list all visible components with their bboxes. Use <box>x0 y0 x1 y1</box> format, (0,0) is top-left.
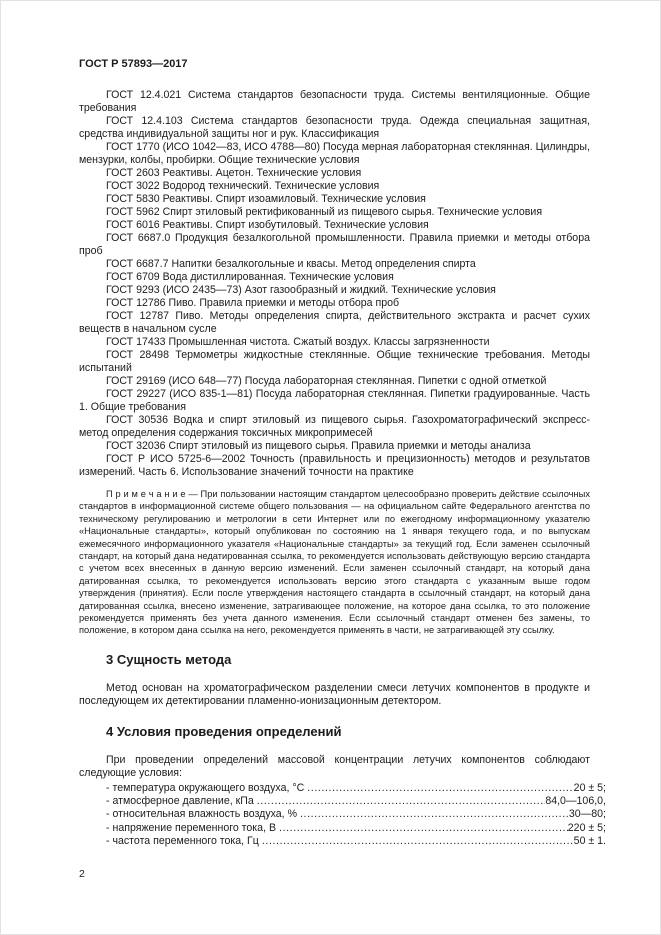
leader-dots <box>300 808 569 821</box>
note-paragraph <box>79 488 590 637</box>
reference-item: ГОСТ 32036 Спирт этиловый из пищевого сырья. Правила приемки и методы анализа <box>106 440 531 452</box>
section-4-intro: При проведении определений массовой концентрации летучих компонентов соблюдают следующие условия: <box>79 753 590 780</box>
condition-label: - атмосферное давление, кПа <box>106 794 254 807</box>
condition-row <box>79 835 606 848</box>
reference-item: ГОСТ 6709 Вода дистиллированная. Технические условия <box>106 271 394 283</box>
reference-item: ГОСТ 29169 (ИСО 648—77) Посуда лабораторная стеклянная. Пипетки с одной отметкой <box>106 375 547 387</box>
condition-value: 30—80; <box>568 808 606 821</box>
reference-item: ГОСТ 1770 (ИСО 1042—83, ИСО 4788—80) Посуда мерная лабораторная стеклянная. Цилиндры, мензурки, колбы, пробирки. Общие технические условия <box>79 141 590 166</box>
condition-value: 20 ± 5; <box>573 781 606 794</box>
reference-item: ГОСТ 6687.7 Напитки безалкогольные и квасы. Метод определения спирта <box>106 258 476 270</box>
reference-item: ГОСТ 5830 Реактивы. Спирт изоамиловый. Технические условия <box>106 193 426 205</box>
reference-item: ГОСТ 9293 (ИСО 2435—73) Азот газообразный и жидкий. Технические условия <box>106 284 496 296</box>
document-header: ГОСТ Р 57893—2017 <box>79 58 188 70</box>
section-3-paragraph: Метод основан на хроматографическом разделении смеси летучих компонентов в продукте и последующем их детектировании пламенно-ионизационным детектором. <box>79 681 590 708</box>
section-4-title: 4 Условия проведения определений <box>106 723 342 739</box>
reference-item: ГОСТ 29227 (ИСО 835-1—81) Посуда лабораторная стеклянная. Пипетки градуированные. Часть 1. Общие требования <box>79 388 590 413</box>
reference-item: ГОСТ 12786 Пиво. Правила приемки и методы отбора проб <box>106 297 400 309</box>
leader-dots <box>257 795 546 808</box>
note-text: При пользовании настоящим стандартом целесообразно проверить действие ссылочных стандартов в информационной системе общего пользования — на официальном сайте Федерального агентства по техническому регулированию и метрологии в сети Интернет или по ежегодному информационному указателю «Национальные стандарты», который опубликован по состоянию на 1 января текущего года, и по выпускам ежемесячного информационного указателя «Национальные стандарты» за текущий год. Если заменен ссылочный стандарт, на который дана недатированная ссылка, то рекомендуется использовать действующую версию стандарта с учетом всех внесенных в данную версию изменений. Если заменен ссылочный стандарт, на который дана датированная ссылка, то рекомендуется использовать версию этого стандарта с указанным выше годом утверждения (принятия). Если после утверждения настоящего стандарта в ссылочный стандарт, на который дана датированная ссылка, внесено изменение, затрагивающее положение, на которое дана ссылка, то это положение рекомендуется применять без учета данного изменения. Если ссылочный стандарт отменен без замены, то положение, в котором дана ссылка на него, рекомендуется применять в части, не затрагивающей эту ссылку. <box>79 489 590 636</box>
section-3-title: 3 Сущность метода <box>106 651 232 667</box>
reference-item: ГОСТ Р ИСО 5725-6—2002 Точность (правильность и прецизионность) методов и результатов измерений. Часть 6. Использование значений точности на практике <box>79 453 590 478</box>
reference-item: ГОСТ 12787 Пиво. Методы определения спирта, действительного экстракта и расчет сухих веществ в начальном сусле <box>79 310 590 335</box>
note-label: П р и м е ч а н и е — <box>106 489 201 499</box>
reference-item: ГОСТ 12.4.103 Система стандартов безопасности труда. Одежда специальная защитная, средства индивидуальной защиты ног и рук. Классификация <box>79 115 590 140</box>
condition-value: 220 ± 5; <box>567 821 606 834</box>
condition-row <box>79 808 606 821</box>
condition-label: - частота переменного тока, Гц <box>106 835 259 848</box>
conditions-list <box>79 782 606 849</box>
condition-label: - относительная влажность воздуха, % <box>106 808 297 821</box>
reference-item: ГОСТ 3022 Водород технический. Технические условия <box>106 180 380 192</box>
condition-row <box>79 822 606 835</box>
leader-dots <box>279 822 568 835</box>
condition-value: 84,0—106,0, <box>545 794 606 807</box>
reference-item: ГОСТ 6016 Реактивы. Спирт изобутиловый. Технические условия <box>106 219 429 231</box>
condition-label: - температура окружающего воздуха, °С <box>106 781 305 794</box>
reference-item: ГОСТ 30536 Водка и спирт этиловый из пищевого сырья. Газохроматографический экспресс-метод определения содержания токсичных микропримесей <box>79 414 590 439</box>
condition-row <box>79 795 606 808</box>
reference-item: ГОСТ 5962 Спирт этиловый ректификованный из пищевого сырья. Технические условия <box>106 206 543 218</box>
reference-item: ГОСТ 12.4.021 Система стандартов безопасности труда. Системы вентиляционные. Общие требования <box>79 89 590 114</box>
reference-item: ГОСТ 28498 Термометры жидкостные стеклянные. Общие технические требования. Методы испытаний <box>79 349 590 374</box>
reference-item: ГОСТ 2603 Реактивы. Ацетон. Технические условия <box>106 167 362 179</box>
leader-dots <box>262 835 574 848</box>
reference-item: ГОСТ 6687.0 Продукция безалкогольной промышленности. Правила приемки и методы отбора проб <box>79 232 590 257</box>
condition-label: - напряжение переменного тока, В <box>106 821 277 834</box>
page-number: 2 <box>79 868 85 880</box>
condition-row <box>79 782 606 795</box>
leader-dots <box>307 782 573 795</box>
condition-value: 50 ± 1. <box>573 835 606 848</box>
page-content <box>79 58 606 849</box>
reference-item: ГОСТ 17433 Промышленная чистота. Сжатый воздух. Классы загрязненности <box>106 336 490 348</box>
